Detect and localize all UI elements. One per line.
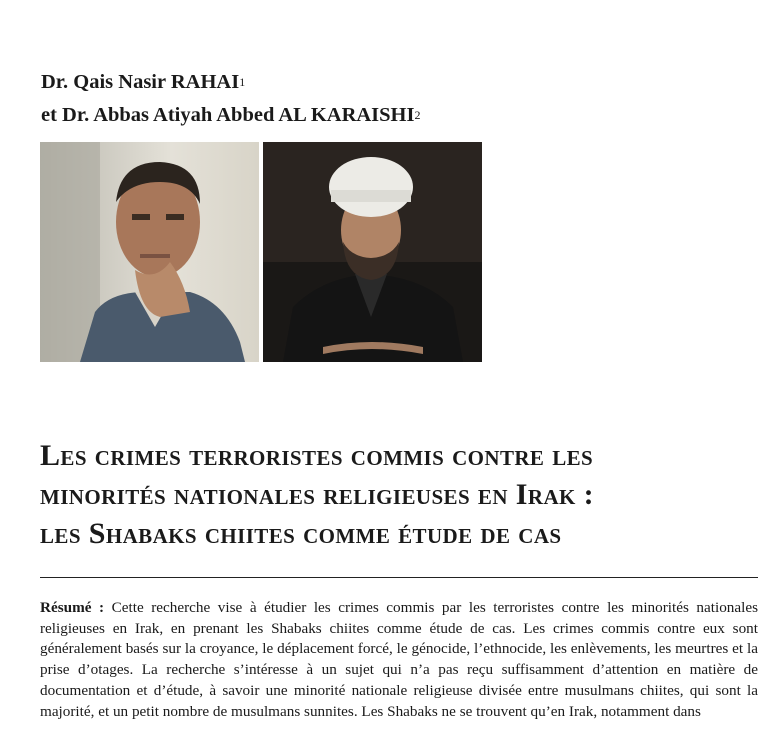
author-line-2 xyxy=(41,99,420,132)
portrait-photo-1-icon xyxy=(40,142,259,362)
abstract-paragraph xyxy=(40,598,758,722)
author-line-1 xyxy=(41,66,420,99)
abstract-text: Cette recherche vise à étudier les crimes commis par les terroristes contre les minorités nationales religieuses en Irak, en prenant les Shabaks chiites comme étude de cas. Les crimes commis contre eux sont généralement basés sur la croyance, le déplacement forcé, le génocide, l’ethnocide, les enlèvements, les meurtres et la prise d’otages. La recherche s’intéresse à un sujet qui n’a pas reçu suffisamment d’attention en matière de documentation et d’étude, à savoir une minorité nationale religieuse divisée entre musulmans chiites, qui sont la majorité, et un petit nombre de musulmans sunnites. Les Shabaks ne se trouvent qu’en Irak, notamment dans xyxy=(40,599,759,720)
footnote-ref-2[interactable]: 2 xyxy=(414,108,421,122)
author-block xyxy=(41,66,420,132)
abstract-label: Résumé : xyxy=(40,599,105,616)
author-name-1: Dr. Qais Nasir RAHAI xyxy=(41,71,240,93)
portrait-photo-2-icon xyxy=(263,142,482,362)
title-line-1: Les crimes terroristes commis contre les xyxy=(40,439,594,472)
author-photo-2 xyxy=(263,142,482,362)
title-line-3: les Shabaks chiites comme étude de cas xyxy=(40,517,562,550)
footnote-ref-1[interactable]: 1 xyxy=(239,75,246,89)
article-title xyxy=(40,436,740,553)
divider-rule xyxy=(40,577,758,578)
title-line-2: minorités nationales religieuses en Irak : xyxy=(40,478,595,511)
author-photo-1 xyxy=(40,142,259,362)
author-name-2: et Dr. Abbas Atiyah Abbed AL KARAISHI xyxy=(41,104,415,126)
